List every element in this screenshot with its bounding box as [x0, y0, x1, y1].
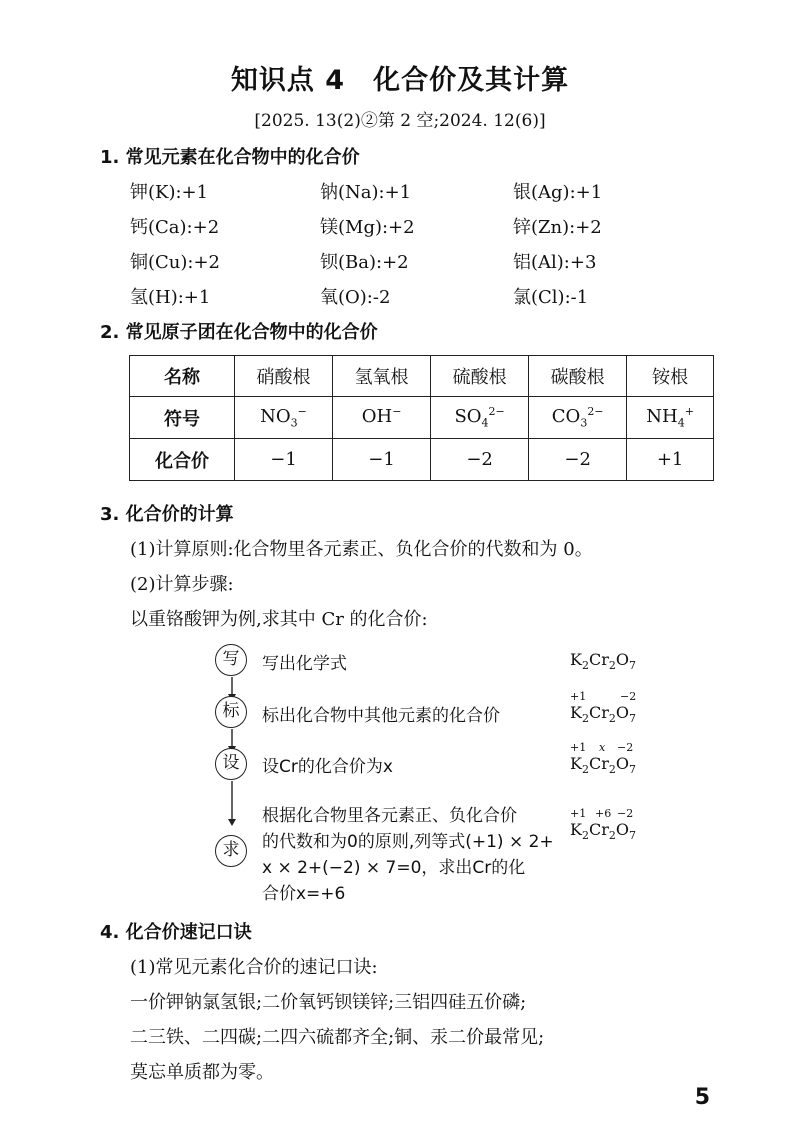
table-row — [130, 397, 714, 439]
table-cell: 铵根 — [627, 356, 714, 397]
table-cell: 硫酸根 — [431, 356, 529, 397]
formula-k-sub: 2 — [581, 659, 589, 673]
table-cell: 氢氧根 — [333, 356, 431, 397]
formula-cr-sub: 2 — [608, 712, 616, 726]
step-mark-write: 写 — [215, 644, 247, 676]
section-3-heading: 3. 化合价的计算 — [100, 504, 234, 525]
row-label: 化合价 — [130, 439, 235, 481]
element-valence: 银(Ag):+1 — [513, 182, 603, 203]
formula-o-sub: 7 — [628, 763, 636, 777]
formula-cr: Cr — [588, 703, 609, 722]
formula-k-sub: 2 — [581, 829, 589, 843]
calc-principle: (1)计算原则:化合物里各元素正、负化合价的代数和为 0。 — [130, 539, 593, 560]
section-2-heading: 2. 常见原子团在化合物中的化合价 — [100, 322, 378, 343]
ion-subscript: 3 — [580, 416, 588, 430]
table-cell: −1 — [333, 439, 431, 481]
element-valence: 钡(Ba):+2 — [320, 252, 409, 273]
step-text-line: x × 2+(−2) × 7=0，求出Cr的化 — [262, 858, 526, 878]
ion-subscript: 4 — [677, 416, 685, 430]
step-text-line: 合价x=+6 — [262, 884, 346, 904]
element-valence: 锌(Zn):+2 — [513, 217, 602, 238]
valence-o: −2 — [617, 807, 634, 820]
formula-cr: Cr — [588, 754, 609, 773]
valence-o: −2 — [620, 690, 637, 703]
ion-symbol: SO — [454, 406, 482, 428]
formula-cr-sub: 2 — [608, 763, 616, 777]
element-valence: 氧(O):-2 — [320, 287, 391, 308]
page-number: 5 — [694, 1085, 710, 1110]
ion-charge: − — [392, 405, 402, 419]
mnemonic-title: (1)常见元素化合价的速记口诀: — [130, 957, 378, 978]
formula-o-sub: 7 — [628, 659, 636, 673]
formula-o-sub: 7 — [628, 712, 636, 726]
formula-k: K — [570, 754, 582, 773]
formula-k2cr2o7 — [570, 650, 636, 672]
step-text-line: 根据化合物里各元素正、负化合价 — [262, 806, 517, 826]
formula-o: O — [615, 650, 629, 669]
table-cell — [529, 397, 627, 439]
section-1-heading: 1. 常见元素在化合物中的化合价 — [100, 147, 360, 168]
step-solve-text — [262, 803, 554, 907]
formula-cr-sub: 2 — [608, 829, 616, 843]
element-valence: 氯(Cl):-1 — [513, 287, 589, 308]
valence-k: +1 — [570, 741, 587, 754]
formula-cr: Cr — [588, 650, 609, 669]
valence-k: +1 — [570, 807, 587, 820]
section-4-heading: 4. 化合价速记口诀 — [100, 922, 252, 943]
formula-cr: Cr — [588, 820, 609, 839]
table-row — [130, 356, 714, 397]
mnemonic-line: 一价钾钠氯氢银;二价氧钙钡镁锌;三铝四硅五价磷; — [130, 992, 527, 1013]
table-cell — [431, 397, 529, 439]
formula-cr-sub: 2 — [608, 659, 616, 673]
formula-k2cr2o7 — [570, 690, 637, 726]
ion-charge: 2− — [587, 405, 604, 419]
ion-subscript: 4 — [481, 416, 489, 430]
step-text: 设Cr的化合价为x — [262, 757, 393, 777]
formula-k: K — [570, 703, 582, 722]
row-label: 符号 — [130, 397, 235, 439]
table-cell: −1 — [235, 439, 333, 481]
formula-o-sub: 7 — [628, 829, 636, 843]
valence-cr: +6 — [595, 807, 612, 820]
table-cell: 硝酸根 — [235, 356, 333, 397]
element-valence: 铜(Cu):+2 — [130, 252, 221, 273]
ion-symbol: NH — [646, 406, 678, 428]
formula-o: O — [615, 820, 629, 839]
formula-k2cr2o7 — [570, 807, 636, 843]
element-valence: 钠(Na):+1 — [320, 182, 412, 203]
step-text-line: 的代数和为0的原则,列等式(+1) × 2+ — [262, 832, 554, 852]
ion-charge: − — [297, 405, 307, 419]
mnemonic-line: 二三铁、二四碳;二四六硫都齐全;铜、汞二价最常见; — [130, 1027, 545, 1048]
mnemonic-line: 莫忘单质都为零。 — [130, 1062, 274, 1083]
step-mark-assume: 设 — [215, 748, 247, 780]
valence-k: +1 — [570, 690, 587, 703]
table-cell — [627, 397, 714, 439]
ion-subscript: 3 — [290, 416, 298, 430]
row-label: 名称 — [130, 356, 235, 397]
ion-charge: 2− — [488, 405, 505, 419]
element-valence: 氢(H):+1 — [130, 287, 211, 308]
step-text: 写出化学式 — [262, 654, 347, 674]
element-valence: 铝(Al):+3 — [513, 252, 597, 273]
radical-valence-table — [129, 355, 714, 481]
ion-symbol: CO — [551, 406, 581, 428]
step-text: 标出化合物中其他元素的化合价 — [262, 706, 500, 726]
valence-cr: x — [599, 741, 606, 754]
table-cell: −2 — [529, 439, 627, 481]
table-cell: 碳酸根 — [529, 356, 627, 397]
element-valence: 钙(Ca):+2 — [130, 217, 220, 238]
ion-symbol: NO — [260, 406, 291, 428]
ion-charge: + — [684, 405, 694, 419]
table-cell — [235, 397, 333, 439]
formula-k: K — [570, 650, 582, 669]
formula-o: O — [615, 703, 629, 722]
formula-k: K — [570, 820, 582, 839]
table-cell: +1 — [627, 439, 714, 481]
table-cell: −2 — [431, 439, 529, 481]
calc-steps-title: (2)计算步骤: — [130, 574, 234, 595]
element-valence: 镁(Mg):+2 — [320, 217, 415, 238]
exam-reference: [2025. 13(2)②第 2 空;2024. 12(6)] — [254, 111, 546, 131]
step-mark-solve: 求 — [215, 835, 247, 867]
formula-o: O — [615, 754, 629, 773]
step-mark-label: 标 — [215, 696, 247, 728]
valence-o: −2 — [617, 741, 634, 754]
element-valence: 钾(K):+1 — [130, 182, 209, 203]
formula-k-sub: 2 — [581, 763, 589, 777]
table-row — [130, 439, 714, 481]
page-title: 知识点 4 化合价及其计算 — [230, 65, 570, 96]
table-cell — [333, 397, 431, 439]
formula-k-sub: 2 — [581, 712, 589, 726]
ion-symbol: OH — [361, 406, 393, 428]
calc-example: 以重铬酸钾为例,求其中 Cr 的化合价: — [130, 609, 428, 630]
formula-k2cr2o7 — [570, 741, 636, 777]
